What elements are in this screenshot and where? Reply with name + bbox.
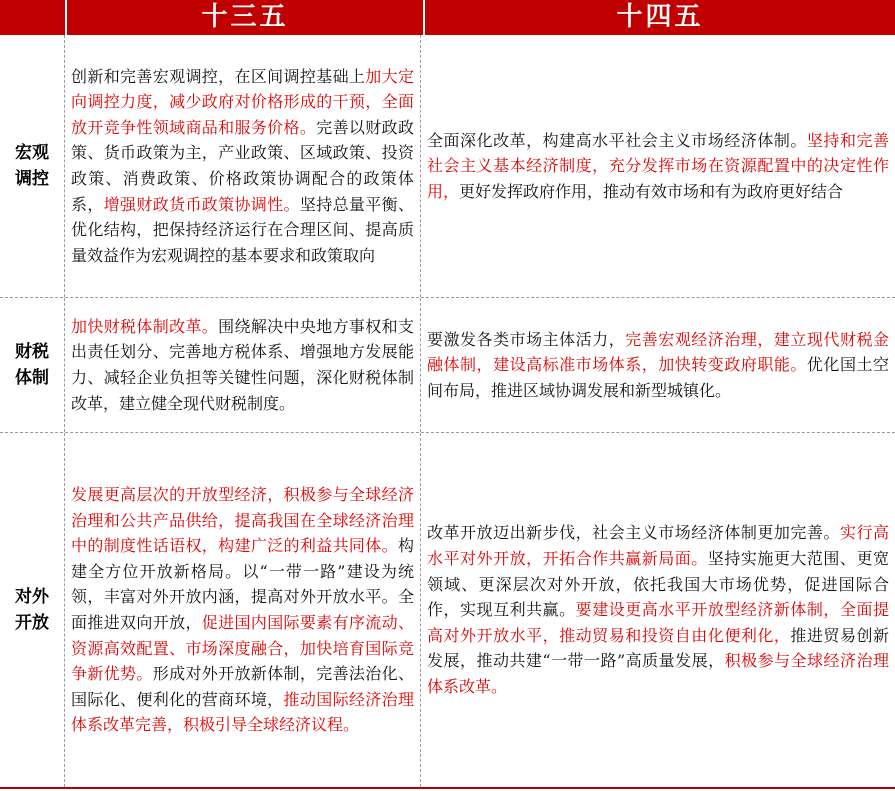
table-header: [0, 0, 895, 35]
row-label-cell: [0, 35, 65, 297]
header-14th-five-year: 十四五: [616, 2, 704, 32]
cell-13th: [65, 35, 421, 297]
row-label: 财税体制: [15, 342, 49, 388]
body-text: 创新和完善宏观调控，在区间调控基础上: [71, 66, 366, 86]
highlight-text: 推动国际经济治理体系改革完善，积极引导全球经济议程。: [71, 689, 414, 735]
body-text: 优化国土空间布局，推进区域协调发展和新型城镇化。: [427, 355, 889, 400]
highlight-text: 促进国内国际要素有序流动、资源高效配置、市场深度融合，加快培育国际竞争新优势。: [71, 613, 414, 684]
body-text: 坚持总量平衡、优化结构，把保持经济运行在合理区间、提高质量效益作为宏观调控的基本要求和政策取向: [71, 194, 414, 265]
body-text: 构建全方位开放新格局。以“一带一路”建设为统领，丰富对外开放内涵，提高对外开放水平。全面推进双向开放，: [71, 536, 414, 632]
body-text: 完善以财政政策、货币政策为主，产业政策、区域政策、投资政策、消费政策、价格政策协调配合的政策体系，: [71, 117, 414, 214]
cell-text: [427, 128, 889, 205]
highlight-text: 坚持和完善社会主义基本经济制度，充分发挥市场在资源配置中的决定性作用，: [427, 130, 889, 201]
highlight-text: 加快财税体制改革。: [71, 316, 219, 336]
cell-text: [427, 327, 889, 404]
header-13th-five-year: 十三五: [67, 0, 425, 35]
cell-text: [427, 520, 889, 699]
body-text: 要激发各类市场主体活力，: [427, 329, 626, 349]
cell-14th: [421, 433, 895, 787]
highlight-text: 增强财政货币政策协调性。: [103, 194, 300, 214]
body-text: 更好发挥政府作用，推动有效市场和有为政府更好结合: [459, 181, 844, 201]
table-row: [0, 433, 895, 789]
highlight-text: 加大定向调控力度，减少政府对价格形成的干预，全面放开竞争性领域商品和服务价格。: [71, 66, 414, 137]
cell-14th: [421, 35, 895, 297]
body-text: 形成对外开放新体制，完善法治化、国际化、便利化的营商环境，: [71, 664, 414, 709]
header-corner: [0, 0, 67, 35]
cell-14th: [421, 298, 895, 432]
body-text: 全面深化改革，构建高水平社会主义市场经济体制。: [427, 130, 807, 150]
cell-13th: [65, 433, 421, 787]
table-row: [0, 35, 895, 298]
body-text: 推进贸易创新发展，推动共建“一带一路”高质量发展，: [427, 625, 889, 671]
cell-text: [71, 314, 414, 416]
cell-13th: [65, 298, 421, 432]
row-label-cell: [0, 298, 65, 432]
body-text: 改革开放迈出新步伐，社会主义市场经济体制更加完善。: [427, 523, 840, 543]
highlight-text: 发展更高层次的开放型经济，积极参与全球经济治理和公共产品供给，提高我国在全球经济治理中的制度性话语权，构建广泛的利益共同体。: [71, 485, 414, 556]
body-text: 坚持实施更大范围、更宽领域、更深层次对外开放，依托我国大市场优势，促进国际合作，实现互利共赢。: [427, 549, 889, 620]
table-row: [0, 298, 895, 433]
row-label: 对外开放: [15, 587, 49, 633]
cell-text: [71, 64, 414, 269]
highlight-text: 完善宏观经济治理，建立现代财税金融体制，建设高标准市场体系，加快转变政府职能。: [427, 329, 889, 375]
highlight-text: 实行高水平对外开放，开拓合作共赢新局面。: [427, 523, 889, 569]
cell-text: [71, 482, 414, 738]
highlight-text: 积极参与全球经济治理体系改革。: [427, 651, 889, 696]
row-label: 宏观调控: [15, 143, 49, 189]
body-text: 围绕解决中央地方事权和支出责任划分、完善地方税体系、增强地方发展能力、减轻企业负担等关键性问题，深化财税体制改革，建立健全现代财税制度。: [71, 316, 414, 413]
highlight-text: 要建设更高水平开放型经济新体制，全面提高对外开放水平，推动贸易和投资自由化便利化，: [427, 600, 889, 645]
row-label-cell: [0, 433, 65, 787]
